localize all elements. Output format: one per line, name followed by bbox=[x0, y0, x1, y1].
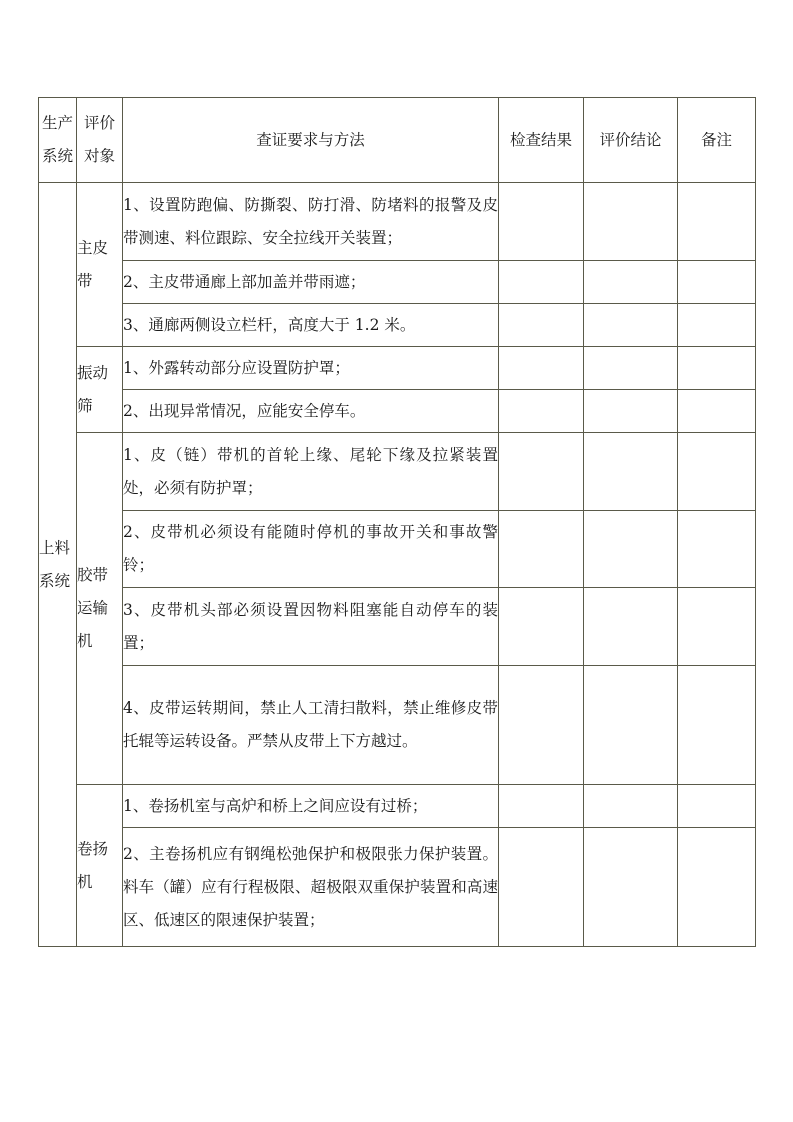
object-cell: 卷扬机 bbox=[77, 785, 123, 947]
result-cell[interactable] bbox=[499, 785, 584, 828]
result-cell[interactable] bbox=[499, 433, 584, 511]
header-object: 评价对象 bbox=[77, 98, 123, 183]
remark-cell[interactable] bbox=[678, 390, 756, 433]
header-conclusion: 评价结论 bbox=[584, 98, 678, 183]
requirement-cell: 2、出现异常情况，应能安全停车。 bbox=[123, 390, 499, 433]
conclusion-cell[interactable] bbox=[584, 588, 678, 666]
remark-cell[interactable] bbox=[678, 828, 756, 947]
requirement-cell: 3、通廊两侧设立栏杆，高度大于 1.2 米。 bbox=[123, 304, 499, 347]
requirement-cell: 2、主卷扬机应有钢绳松弛保护和极限张力保护装置。料车（罐）应有行程极限、超极限双重保护装置和高速区、低速区的限速保护装置； bbox=[123, 828, 499, 947]
table-row bbox=[39, 433, 756, 511]
header-row bbox=[39, 98, 756, 183]
header-remark: 备注 bbox=[678, 98, 756, 183]
requirement-cell: 1、皮（链）带机的首轮上缘、尾轮下缘及拉紧装置处，必须有防护罩； bbox=[123, 433, 499, 511]
result-cell[interactable] bbox=[499, 511, 584, 588]
conclusion-cell[interactable] bbox=[584, 304, 678, 347]
result-cell[interactable] bbox=[499, 304, 584, 347]
object-cell: 振动筛 bbox=[77, 347, 123, 433]
remark-cell[interactable] bbox=[678, 183, 756, 261]
conclusion-cell[interactable] bbox=[584, 785, 678, 828]
conclusion-cell[interactable] bbox=[584, 828, 678, 947]
result-cell[interactable] bbox=[499, 183, 584, 261]
object-cell: 胶带运输机 bbox=[77, 433, 123, 785]
remark-cell[interactable] bbox=[678, 304, 756, 347]
requirement-cell: 1、设置防跑偏、防撕裂、防打滑、防堵料的报警及皮带测速、料位跟踪、安全拉线开关装置； bbox=[123, 183, 499, 261]
conclusion-cell[interactable] bbox=[584, 511, 678, 588]
conclusion-cell[interactable] bbox=[584, 390, 678, 433]
requirement-cell: 3、皮带机头部必须设置因物料阻塞能自动停车的装置； bbox=[123, 588, 499, 666]
table-row bbox=[39, 347, 756, 390]
result-cell[interactable] bbox=[499, 666, 584, 785]
requirement-cell: 4、皮带运转期间，禁止人工清扫散料，禁止维修皮带托辊等运转设备。严禁从皮带上下方越过。 bbox=[123, 666, 499, 785]
conclusion-cell[interactable] bbox=[584, 433, 678, 511]
requirement-cell: 2、皮带机必须设有能随时停机的事故开关和事故警铃； bbox=[123, 511, 499, 588]
remark-cell[interactable] bbox=[678, 433, 756, 511]
remark-cell[interactable] bbox=[678, 588, 756, 666]
result-cell[interactable] bbox=[499, 828, 584, 947]
requirement-cell: 1、卷扬机室与高炉和桥上之间应设有过桥； bbox=[123, 785, 499, 828]
conclusion-cell[interactable] bbox=[584, 666, 678, 785]
table-row bbox=[39, 828, 756, 947]
table-row bbox=[39, 785, 756, 828]
table-row bbox=[39, 511, 756, 588]
remark-cell[interactable] bbox=[678, 511, 756, 588]
table-row bbox=[39, 390, 756, 433]
conclusion-cell[interactable] bbox=[584, 347, 678, 390]
header-requirement: 查证要求与方法 bbox=[123, 98, 499, 183]
result-cell[interactable] bbox=[499, 261, 584, 304]
conclusion-cell[interactable] bbox=[584, 183, 678, 261]
table-row bbox=[39, 183, 756, 261]
remark-cell[interactable] bbox=[678, 261, 756, 304]
table-row bbox=[39, 666, 756, 785]
requirement-cell: 2、主皮带通廊上部加盖并带雨遮； bbox=[123, 261, 499, 304]
result-cell[interactable] bbox=[499, 347, 584, 390]
remark-cell[interactable] bbox=[678, 666, 756, 785]
header-system: 生产系统 bbox=[39, 98, 77, 183]
system-cell: 上料系统 bbox=[39, 183, 77, 947]
conclusion-cell[interactable] bbox=[584, 261, 678, 304]
evaluation-table bbox=[38, 97, 756, 947]
result-cell[interactable] bbox=[499, 390, 584, 433]
result-cell[interactable] bbox=[499, 588, 584, 666]
table-row bbox=[39, 588, 756, 666]
table-row bbox=[39, 304, 756, 347]
remark-cell[interactable] bbox=[678, 785, 756, 828]
requirement-cell: 1、外露转动部分应设置防护罩； bbox=[123, 347, 499, 390]
object-cell: 主皮带 bbox=[77, 183, 123, 347]
remark-cell[interactable] bbox=[678, 347, 756, 390]
table-row bbox=[39, 261, 756, 304]
header-result: 检查结果 bbox=[499, 98, 584, 183]
